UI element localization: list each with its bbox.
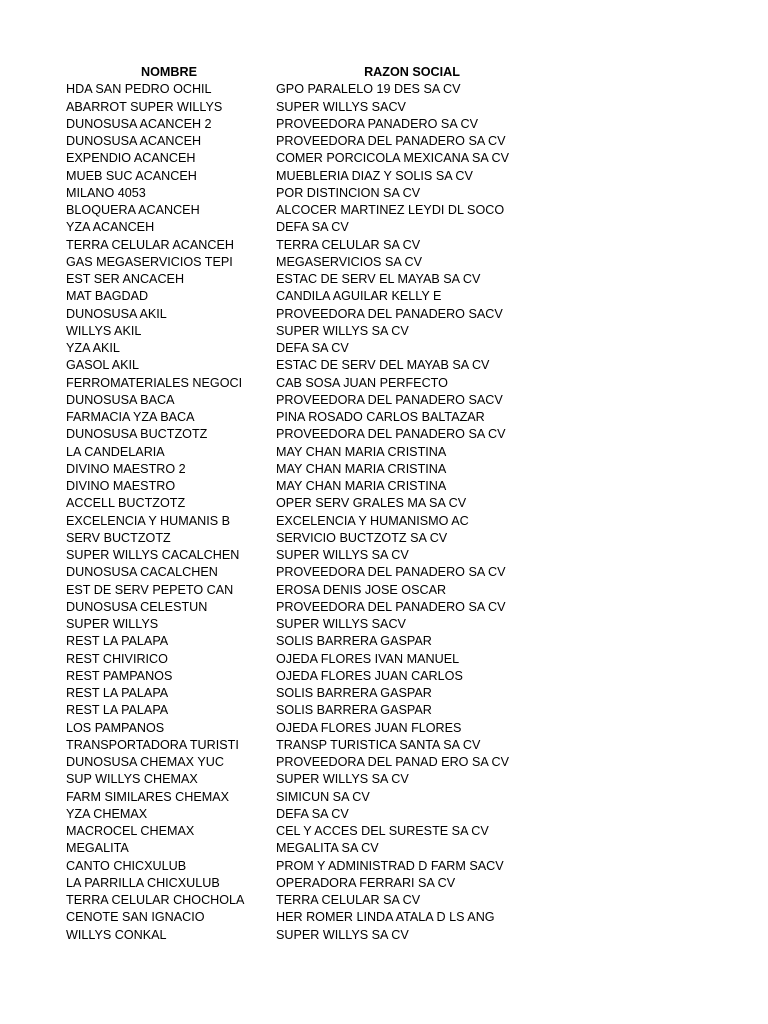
cell-razon-social: OJEDA FLORES JUAN CARLOS — [276, 668, 463, 683]
cell-nombre: CANTO CHICXULUB — [66, 858, 187, 873]
cell-razon-social: POR DISTINCION SA CV — [276, 185, 421, 200]
table-row — [0, 288, 768, 305]
table-row — [0, 668, 768, 685]
cell-nombre: LA PARRILLA CHICXULUB — [66, 875, 220, 890]
table-row — [0, 340, 768, 357]
cell-nombre: FARMACIA YZA BACA — [66, 410, 195, 424]
cell-nombre: SERV BUCTZOTZ — [66, 530, 171, 545]
table-row — [0, 530, 768, 547]
table-row — [0, 840, 768, 857]
cell-nombre: SUPER WILLYS — [66, 617, 159, 631]
cell-razon-social: SOLIS BARRERA GASPAR — [276, 686, 432, 700]
cell-razon-social: SUPER WILLYS SACV — [276, 99, 406, 114]
cell-razon-social: SOLIS BARRERA GASPAR — [276, 703, 432, 718]
cell-razon-social: PROVEEDORA DEL PANAD ERO SA CV — [276, 755, 510, 769]
table-row — [0, 789, 768, 806]
table-row — [0, 461, 768, 478]
cell-nombre: LA CANDELARIA — [66, 444, 165, 459]
cell-razon-social: TERRA CELULAR SA CV — [276, 893, 421, 907]
table-row — [0, 426, 768, 443]
table-row — [0, 771, 768, 788]
table-row — [0, 754, 768, 771]
cell-nombre: DUNOSUSA CHEMAX YUC — [66, 755, 224, 769]
table-row — [0, 806, 768, 823]
cell-nombre: BLOQUERA ACANCEH — [66, 203, 200, 217]
cell-nombre: FARM SIMILARES CHEMAX — [66, 789, 230, 804]
cell-nombre: DUNOSUSA ACANCEH 2 — [66, 116, 212, 131]
table-row — [0, 99, 768, 116]
table-row — [0, 306, 768, 323]
cell-nombre: GAS MEGASERVICIOS TEPI — [66, 254, 233, 269]
cell-razon-social: PINA ROSADO CARLOS BALTAZAR — [276, 410, 485, 424]
cell-razon-social: TRANSP TURISTICA SANTA SA CV — [276, 737, 481, 752]
cell-nombre: DUNOSUSA CACALCHEN — [66, 565, 218, 580]
business-table — [0, 64, 768, 944]
table-row — [0, 582, 768, 599]
cell-razon-social: SOLIS BARRERA GASPAR — [276, 634, 432, 649]
cell-nombre: DUNOSUSA ACANCEH — [66, 134, 202, 148]
table-row — [0, 892, 768, 909]
cell-nombre: TERRA CELULAR ACANCEH — [66, 237, 234, 252]
table-row — [0, 599, 768, 616]
cell-razon-social: MAY CHAN MARIA CRISTINA — [276, 479, 447, 493]
table-row — [0, 858, 768, 875]
cell-razon-social: PROVEEDORA DEL PANADERO SA CV — [276, 427, 506, 442]
cell-nombre: REST PAMPANOS — [66, 668, 173, 683]
cell-nombre: DUNOSUSA AKIL — [66, 306, 167, 321]
cell-razon-social: SUPER WILLYS SA CV — [276, 323, 409, 338]
cell-nombre: EXPENDIO ACANCEH — [66, 151, 196, 166]
cell-nombre: REST LA PALAPA — [66, 634, 169, 649]
cell-razon-social: SUPER WILLYS SACV — [276, 617, 406, 631]
cell-nombre: TERRA CELULAR CHOCHOLA — [66, 893, 245, 907]
table-row — [0, 737, 768, 754]
cell-razon-social: EROSA DENIS JOSE OSCAR — [276, 582, 447, 597]
table-row — [0, 185, 768, 202]
cell-razon-social: HER ROMER LINDA ATALA D LS ANG — [276, 910, 495, 925]
cell-nombre: EXCELENCIA Y HUMANIS B — [66, 513, 231, 528]
table-row — [0, 168, 768, 185]
cell-razon-social: OJEDA FLORES JUAN FLORES — [276, 720, 462, 735]
table-row — [0, 133, 768, 150]
cell-razon-social: PROVEEDORA DEL PANADERO SACV — [276, 392, 503, 407]
cell-razon-social: ALCOCER MARTINEZ LEYDI DL SOCO — [276, 203, 505, 217]
table-header — [0, 64, 768, 81]
table-row — [0, 150, 768, 167]
cell-nombre: FERROMATERIALES NEGOCI — [66, 375, 243, 390]
cell-razon-social: EXCELENCIA Y HUMANISMO AC — [276, 513, 469, 528]
cell-razon-social: PROVEEDORA DEL PANADERO SA CV — [276, 565, 506, 580]
table-row — [0, 323, 768, 340]
cell-razon-social: DEFA SA CV — [276, 220, 349, 235]
cell-razon-social: SUPER WILLYS SA CV — [276, 772, 409, 787]
cell-nombre: ACCELL BUCTZOTZ — [66, 496, 186, 511]
table-row — [0, 478, 768, 495]
table-row — [0, 202, 768, 219]
table-row — [0, 513, 768, 530]
cell-razon-social: MEGASERVICIOS SA CV — [276, 254, 423, 269]
cell-razon-social: TERRA CELULAR SA CV — [276, 237, 421, 252]
cell-nombre: TRANSPORTADORA TURISTI — [66, 737, 239, 752]
cell-razon-social: DEFA SA CV — [276, 806, 349, 821]
table-body — [0, 81, 768, 944]
cell-razon-social: MAY CHAN MARIA CRISTINA — [276, 461, 447, 476]
cell-razon-social: CEL Y ACCES DEL SURESTE SA CV — [276, 824, 489, 838]
cell-razon-social: GPO PARALELO 19 DES SA CV — [276, 82, 461, 97]
cell-razon-social: SUPER WILLYS SA CV — [276, 548, 409, 562]
table-row — [0, 823, 768, 840]
table-row — [0, 927, 768, 944]
cell-nombre: MAT BAGDAD — [66, 289, 149, 304]
cell-razon-social: PROVEEDORA DEL PANADERO SACV — [276, 306, 503, 321]
cell-razon-social: SIMICUN SA CV — [276, 789, 370, 804]
cell-nombre: MILANO 4053 — [66, 185, 146, 200]
cell-nombre: DIVINO MAESTRO 2 — [66, 461, 186, 476]
cell-nombre: EST DE SERV PEPETO CAN — [66, 582, 234, 597]
table-row — [0, 616, 768, 633]
table-row — [0, 547, 768, 564]
table-row — [0, 495, 768, 512]
table-row — [0, 357, 768, 374]
table-row — [0, 444, 768, 461]
header-razon-social: RAZON SOCIAL — [364, 65, 460, 79]
table-row — [0, 909, 768, 926]
cell-nombre: MEGALITA — [66, 841, 129, 856]
cell-razon-social: MEGALITA SA CV — [276, 841, 379, 856]
cell-nombre: DUNOSUSA BACA — [66, 392, 175, 407]
cell-razon-social: SERVICIO BUCTZOTZ SA CV — [276, 530, 448, 545]
cell-nombre: GASOL AKIL — [66, 358, 140, 373]
cell-razon-social: COMER PORCICOLA MEXICANA SA CV — [276, 151, 510, 166]
cell-nombre: WILLYS CONKAL — [66, 927, 167, 942]
cell-nombre: WILLYS AKIL — [66, 323, 142, 338]
cell-razon-social: ESTAC DE SERV DEL MAYAB SA CV — [276, 358, 490, 373]
cell-razon-social: MAY CHAN MARIA CRISTINA — [276, 444, 447, 459]
cell-nombre: YZA CHEMAX — [66, 806, 148, 821]
cell-nombre: SUPER WILLYS CACALCHEN — [66, 548, 240, 562]
table-row — [0, 219, 768, 236]
table-row — [0, 875, 768, 892]
cell-razon-social: CAB SOSA JUAN PERFECTO — [276, 375, 448, 390]
cell-razon-social: OPER SERV GRALES MA SA CV — [276, 496, 467, 511]
cell-nombre: EST SER ANCACEH — [66, 272, 185, 286]
table-row — [0, 271, 768, 288]
cell-nombre: DUNOSUSA CELESTUN — [66, 599, 208, 614]
cell-nombre: REST CHIVIRICO — [66, 651, 168, 666]
table-row — [0, 392, 768, 409]
cell-nombre: DIVINO MAESTRO — [66, 479, 176, 493]
cell-nombre: REST LA PALAPA — [66, 686, 169, 700]
table-row — [0, 633, 768, 650]
cell-razon-social: PROVEEDORA DEL PANADERO SA CV — [276, 134, 506, 148]
table-row — [0, 375, 768, 392]
cell-nombre: YZA ACANCEH — [66, 220, 155, 235]
cell-razon-social: OJEDA FLORES IVAN MANUEL — [276, 651, 460, 666]
header-nombre: NOMBRE — [141, 65, 197, 79]
cell-razon-social: MUEBLERIA DIAZ Y SOLIS SA CV — [276, 168, 473, 183]
cell-nombre: ABARROT SUPER WILLYS — [66, 99, 223, 114]
cell-nombre: REST LA PALAPA — [66, 703, 169, 718]
cell-nombre: YZA AKIL — [66, 341, 120, 355]
cell-nombre: SUP WILLYS CHEMAX — [66, 772, 198, 787]
cell-nombre: DUNOSUSA BUCTZOTZ — [66, 427, 208, 442]
table-row — [0, 564, 768, 581]
table-row — [0, 651, 768, 668]
table-row — [0, 702, 768, 719]
cell-nombre: CENOTE SAN IGNACIO — [66, 910, 205, 925]
table-row — [0, 685, 768, 702]
cell-razon-social: OPERADORA FERRARI SA CV — [276, 875, 456, 890]
cell-razon-social: PROVEEDORA DEL PANADERO SA CV — [276, 599, 506, 614]
cell-razon-social: PROM Y ADMINISTRAD D FARM SACV — [276, 858, 504, 873]
table-row — [0, 237, 768, 254]
table-row — [0, 116, 768, 133]
cell-razon-social: DEFA SA CV — [276, 341, 349, 355]
table-row — [0, 409, 768, 426]
cell-nombre: MACROCEL CHEMAX — [66, 824, 195, 838]
cell-nombre: LOS PAMPANOS — [66, 720, 165, 735]
table-row — [0, 254, 768, 271]
cell-razon-social: SUPER WILLYS SA CV — [276, 927, 409, 942]
cell-nombre: HDA SAN PEDRO OCHIL — [66, 82, 212, 97]
cell-razon-social: ESTAC DE SERV EL MAYAB SA CV — [276, 272, 481, 286]
cell-nombre: MUEB SUC ACANCEH — [66, 168, 197, 183]
table-row — [0, 720, 768, 737]
cell-razon-social: PROVEEDORA PANADERO SA CV — [276, 116, 479, 131]
cell-razon-social: CANDILA AGUILAR KELLY E — [276, 289, 442, 304]
table-row — [0, 81, 768, 98]
